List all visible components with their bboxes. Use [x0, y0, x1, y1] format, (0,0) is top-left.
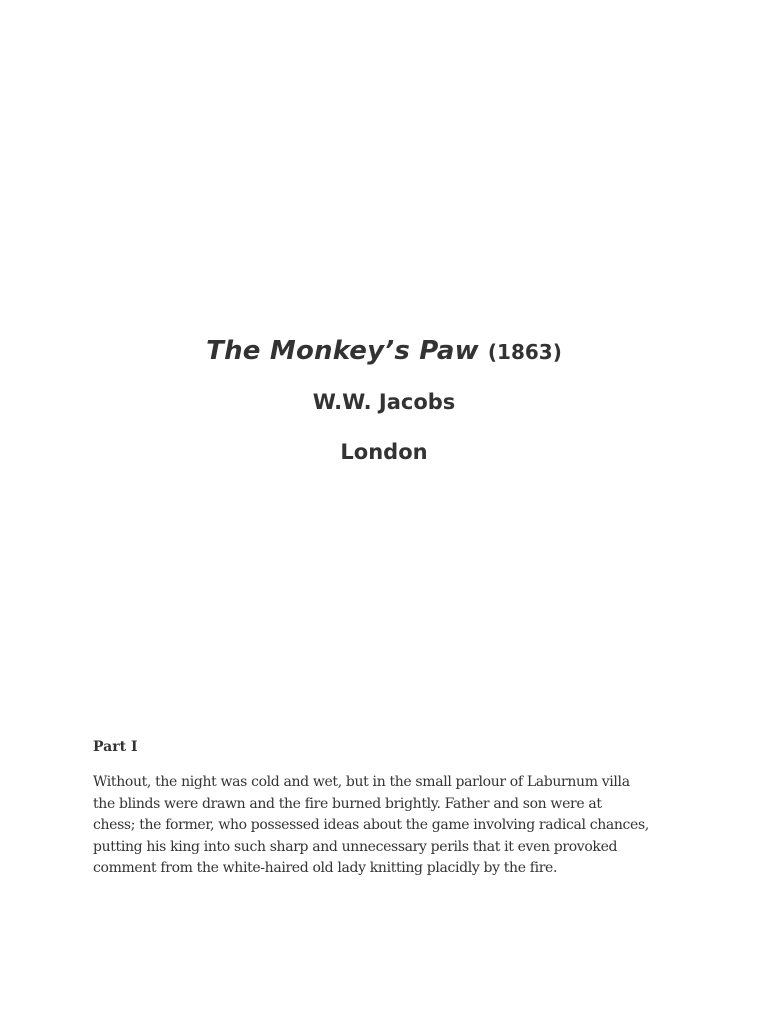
part-heading: Part I	[93, 739, 138, 755]
publication-place: London	[340, 440, 428, 464]
chapter-section	[93, 736, 683, 880]
author-name: W.W. Jacobs	[312, 390, 456, 414]
book-title: The Monkey’s Paw	[206, 336, 479, 366]
opening-paragraph	[93, 772, 683, 880]
title-page	[0, 333, 768, 467]
paragraph-line: putting his king into such sharp and unnecessary perils that it even provoked	[93, 838, 618, 855]
publication-year: (1863)	[487, 340, 562, 364]
paragraph-line: the blinds were drawn and the fire burned brightly. Father and son were at	[93, 795, 602, 812]
paragraph-line: chess; the former, who possessed ideas about the game involving radical chances,	[93, 817, 649, 834]
paragraph-line: Without, the night was cold and wet, but in the small parlour of Laburnum villa	[93, 774, 630, 790]
paragraph-line: comment from the white-haired old lady knitting placidly by the fire.	[93, 860, 558, 877]
title-line	[0, 333, 768, 370]
